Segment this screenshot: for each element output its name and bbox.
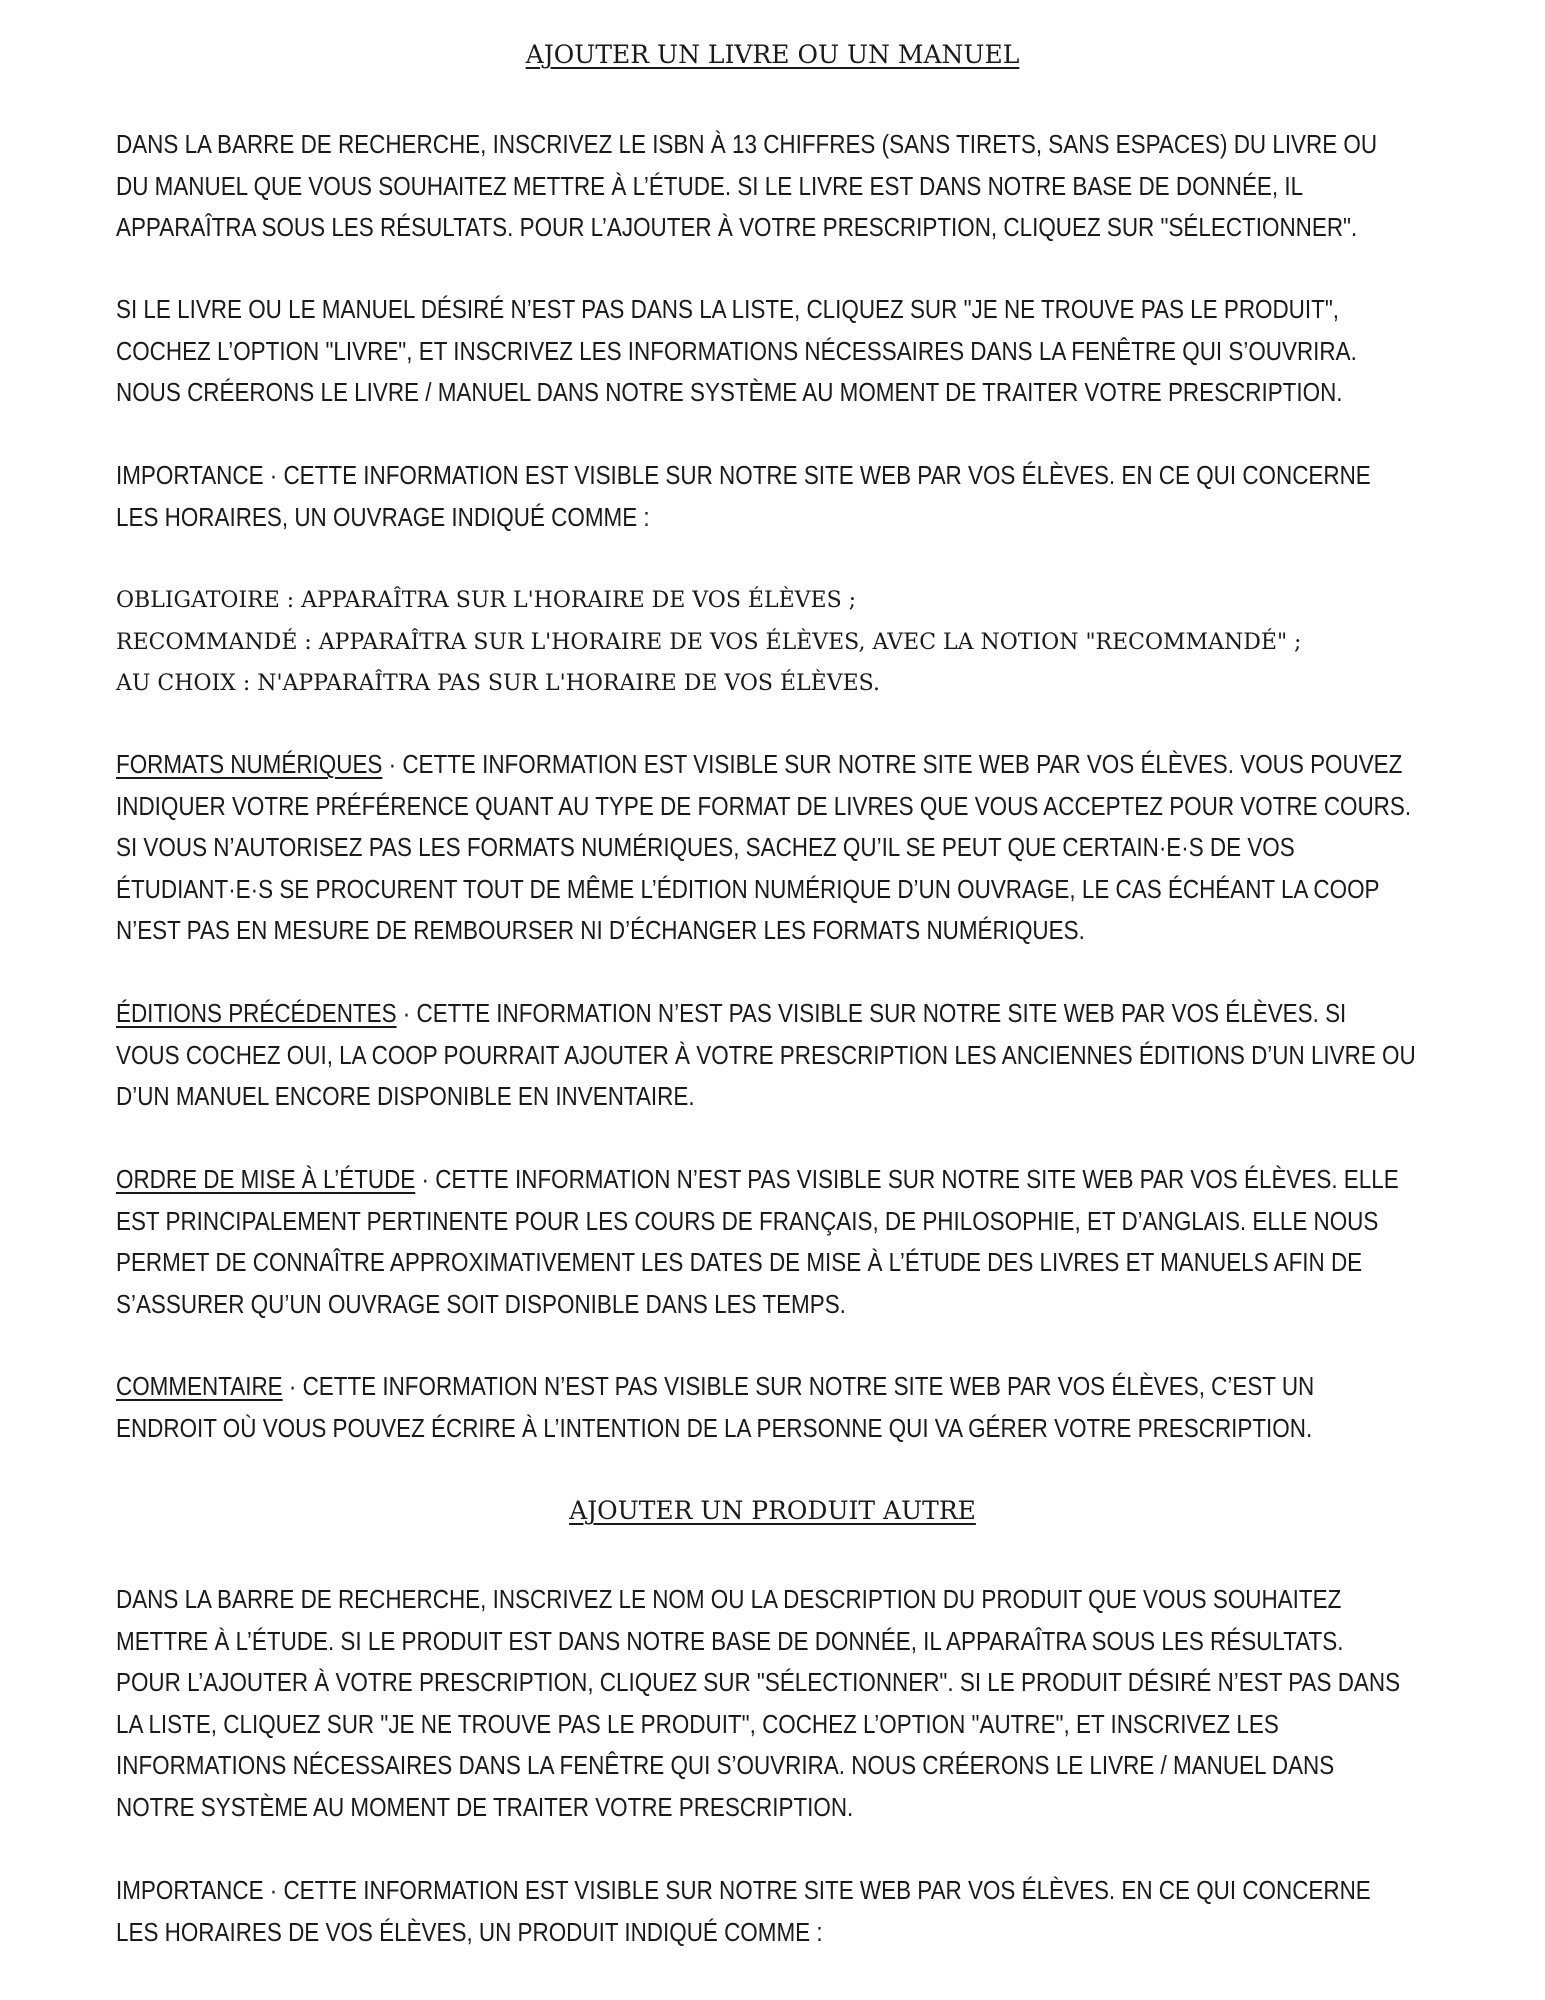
- text-line: PERMET DE CONNAÎTRE APPROXIMATIVEMENT LES DATES DE MISE À L’ÉTUDE DES LIVRES ET MANUELS AFIN DE: [116, 1249, 1363, 1277]
- text-line: S’ASSURER QU’UN OUVRAGE SOIT DISPONIBLE DANS LES TEMPS.: [116, 1290, 846, 1319]
- term-digital-formats: FORMATS NUMÉRIQUES: [116, 751, 383, 779]
- text-line: INDIQUER VOTRE PRÉFÉRENCE QUANT AU TYPE DE FORMAT DE LIVRES QUE VOUS ACCEPTEZ POUR VOTRE COURS.: [116, 792, 1412, 821]
- text-line: SI LE LIVRE OU LE MANUEL DÉSIRÉ N’EST PAS DANS LA LISTE, CLIQUEZ SUR "JE NE TROUVE PAS LE PRODUIT",: [116, 296, 1340, 324]
- text-line: EST PRINCIPALEMENT PERTINENTE POUR LES COURS DE FRANÇAIS, DE PHILOSOPHIE, ET D’ANGLAIS. ELLE NOUS: [116, 1207, 1379, 1236]
- paragraph-book-importance: [116, 456, 1371, 539]
- text-line: APPARAÎTRA SOUS LES RÉSULTATS. POUR L’AJOUTER À VOTRE PRESCRIPTION, CLIQUEZ SUR "SÉLECTIONNER".: [116, 214, 1358, 242]
- text-line: DANS LA BARRE DE RECHERCHE, INSCRIVEZ LE NOM OU LA DESCRIPTION DU PRODUIT QUE VOUS SOUHAITEZ: [116, 1586, 1342, 1614]
- text-line: DANS LA BARRE DE RECHERCHE, INSCRIVEZ LE ISBN À 13 CHIFFRES (SANS TIRETS, SANS ESPACES) DU LIVRE OU: [116, 131, 1378, 159]
- text-line: LA LISTE, CLIQUEZ SUR "JE NE TROUVE PAS LE PRODUIT", COCHEZ L’OPTION "AUTRE", ET INSCRIVEZ LES: [116, 1710, 1279, 1739]
- importance-option-mandatory: OBLIGATOIRE : APPARAÎTRA SUR L'HORAIRE DE VOS ÉLÈVES ;: [116, 588, 857, 613]
- paragraph-book-intro: [116, 125, 1378, 250]
- paragraph-book-not-found: [116, 290, 1357, 415]
- text-line: LES HORAIRES DE VOS ÉLÈVES, UN PRODUIT INDIQUÉ COMME :: [116, 1918, 823, 1947]
- text-line: [116, 1160, 1399, 1202]
- paragraph-study-order: [116, 1160, 1399, 1326]
- section-title-other: AJOUTER UN PRODUIT AUTRE: [569, 1496, 976, 1525]
- text-line: LES HORAIRES, UN OUVRAGE INDIQUÉ COMME :: [116, 503, 650, 532]
- text-line: INFORMATIONS NÉCESSAIRES DANS LA FENÊTRE QUI S’OUVRIRA. NOUS CRÉERONS LE LIVRE / MANUEL DANS: [116, 1752, 1335, 1780]
- term-comment: COMMENTAIRE: [116, 1373, 283, 1401]
- paragraph-digital-formats: [116, 745, 1412, 953]
- text-line: [116, 1367, 1315, 1409]
- text-line: NOUS CRÉERONS LE LIVRE / MANUEL DANS NOTRE SYSTÈME AU MOMENT DE TRAITER VOTRE PRESCRIPTION.: [116, 379, 1343, 407]
- text-line: POUR L’AJOUTER À VOTRE PRESCRIPTION, CLIQUEZ SUR "SÉLECTIONNER". SI LE PRODUIT DÉSIRÉ N’EST PAS DANS: [116, 1669, 1401, 1697]
- section-title-book: AJOUTER UN LIVRE OU UN MANUEL: [525, 40, 1020, 69]
- text-line: NOTRE SYSTÈME AU MOMENT DE TRAITER VOTRE PRESCRIPTION.: [116, 1793, 854, 1822]
- term-previous-editions: ÉDITIONS PRÉCÉDENTES: [116, 1000, 397, 1028]
- text-line: ÉTUDIANT·E·S SE PROCURENT TOUT DE MÊME L’ÉDITION NUMÉRIQUE D’UN OUVRAGE, LE CAS ÉCHÉANT LA COOP: [116, 875, 1380, 904]
- text-line: COCHEZ L’OPTION "LIVRE", ET INSCRIVEZ LES INFORMATIONS NÉCESSAIRES DANS LA FENÊTRE QUI S’OUVRIRA.: [116, 337, 1357, 366]
- text-line: VOUS COCHEZ OUI, LA COOP POURRAIT AJOUTER À VOTRE PRESCRIPTION LES ANCIENNES ÉDITIONS D’UN LIVRE OU: [116, 1041, 1416, 1070]
- text-line: IMPORTANCE · CETTE INFORMATION EST VISIBLE SUR NOTRE SITE WEB PAR VOS ÉLÈVES. EN CE QUI CONCERNE: [116, 462, 1371, 490]
- text-fragment: · CETTE INFORMATION N’EST PAS VISIBLE SUR NOTRE SITE WEB PAR VOS ÉLÈVES. ELLE: [415, 1166, 1399, 1194]
- text-line: DU MANUEL QUE VOUS SOUHAITEZ METTRE À L’ÉTUDE. SI LE LIVRE EST DANS NOTRE BASE DE DONNÉE, IL: [116, 172, 1304, 201]
- text-fragment: · CETTE INFORMATION N’EST PAS VISIBLE SUR NOTRE SITE WEB PAR VOS ÉLÈVES. SI: [396, 1000, 1347, 1028]
- term-study-order: ORDRE DE MISE À L’ÉTUDE: [116, 1166, 416, 1194]
- text-line: N’EST PAS EN MESURE DE REMBOURSER NI D’ÉCHANGER LES FORMATS NUMÉRIQUES.: [116, 917, 1085, 945]
- text-line: IMPORTANCE · CETTE INFORMATION EST VISIBLE SUR NOTRE SITE WEB PAR VOS ÉLÈVES. EN CE QUI CONCERNE: [116, 1877, 1371, 1905]
- importance-option-optional: AU CHOIX : N'APPARAÎTRA PAS SUR L'HORAIRE DE VOS ÉLÈVES.: [116, 671, 880, 696]
- text-line: METTRE À L’ÉTUDE. SI LE PRODUIT EST DANS NOTRE BASE DE DONNÉE, IL APPARAÎTRA SOUS LES RÉSULTATS.: [116, 1627, 1344, 1656]
- text-line: [116, 745, 1403, 787]
- text-fragment: · CETTE INFORMATION N’EST PAS VISIBLE SUR NOTRE SITE WEB PAR VOS ÉLÈVES, C’EST UN: [282, 1373, 1315, 1401]
- text-line: D’UN MANUEL ENCORE DISPONIBLE EN INVENTAIRE.: [116, 1083, 695, 1111]
- paragraph-other-importance: [116, 1871, 1371, 1954]
- paragraph-other-intro: [116, 1580, 1401, 1829]
- text-line: SI VOUS N’AUTORISEZ PAS LES FORMATS NUMÉRIQUES, SACHEZ QU’IL SE PEUT QUE CERTAIN·E·S DE VOS: [116, 834, 1295, 862]
- text-fragment: · CETTE INFORMATION EST VISIBLE SUR NOTRE SITE WEB PAR VOS ÉLÈVES. VOUS POUVEZ: [382, 751, 1403, 779]
- paragraph-previous-editions: [116, 994, 1416, 1119]
- importance-option-recommended: RECOMMANDÉ : APPARAÎTRA SUR L'HORAIRE DE VOS ÉLÈVES, AVEC LA NOTION "RECOMMANDÉ" ;: [116, 629, 1302, 655]
- text-line: [116, 994, 1347, 1036]
- paragraph-comment: [116, 1367, 1315, 1450]
- importance-options-list: [116, 580, 1436, 705]
- text-line: ENDROIT OÙ VOUS POUVEZ ÉCRIRE À L’INTENTION DE LA PERSONNE QUI VA GÉRER VOTRE PRESCRIPTION.: [116, 1414, 1313, 1443]
